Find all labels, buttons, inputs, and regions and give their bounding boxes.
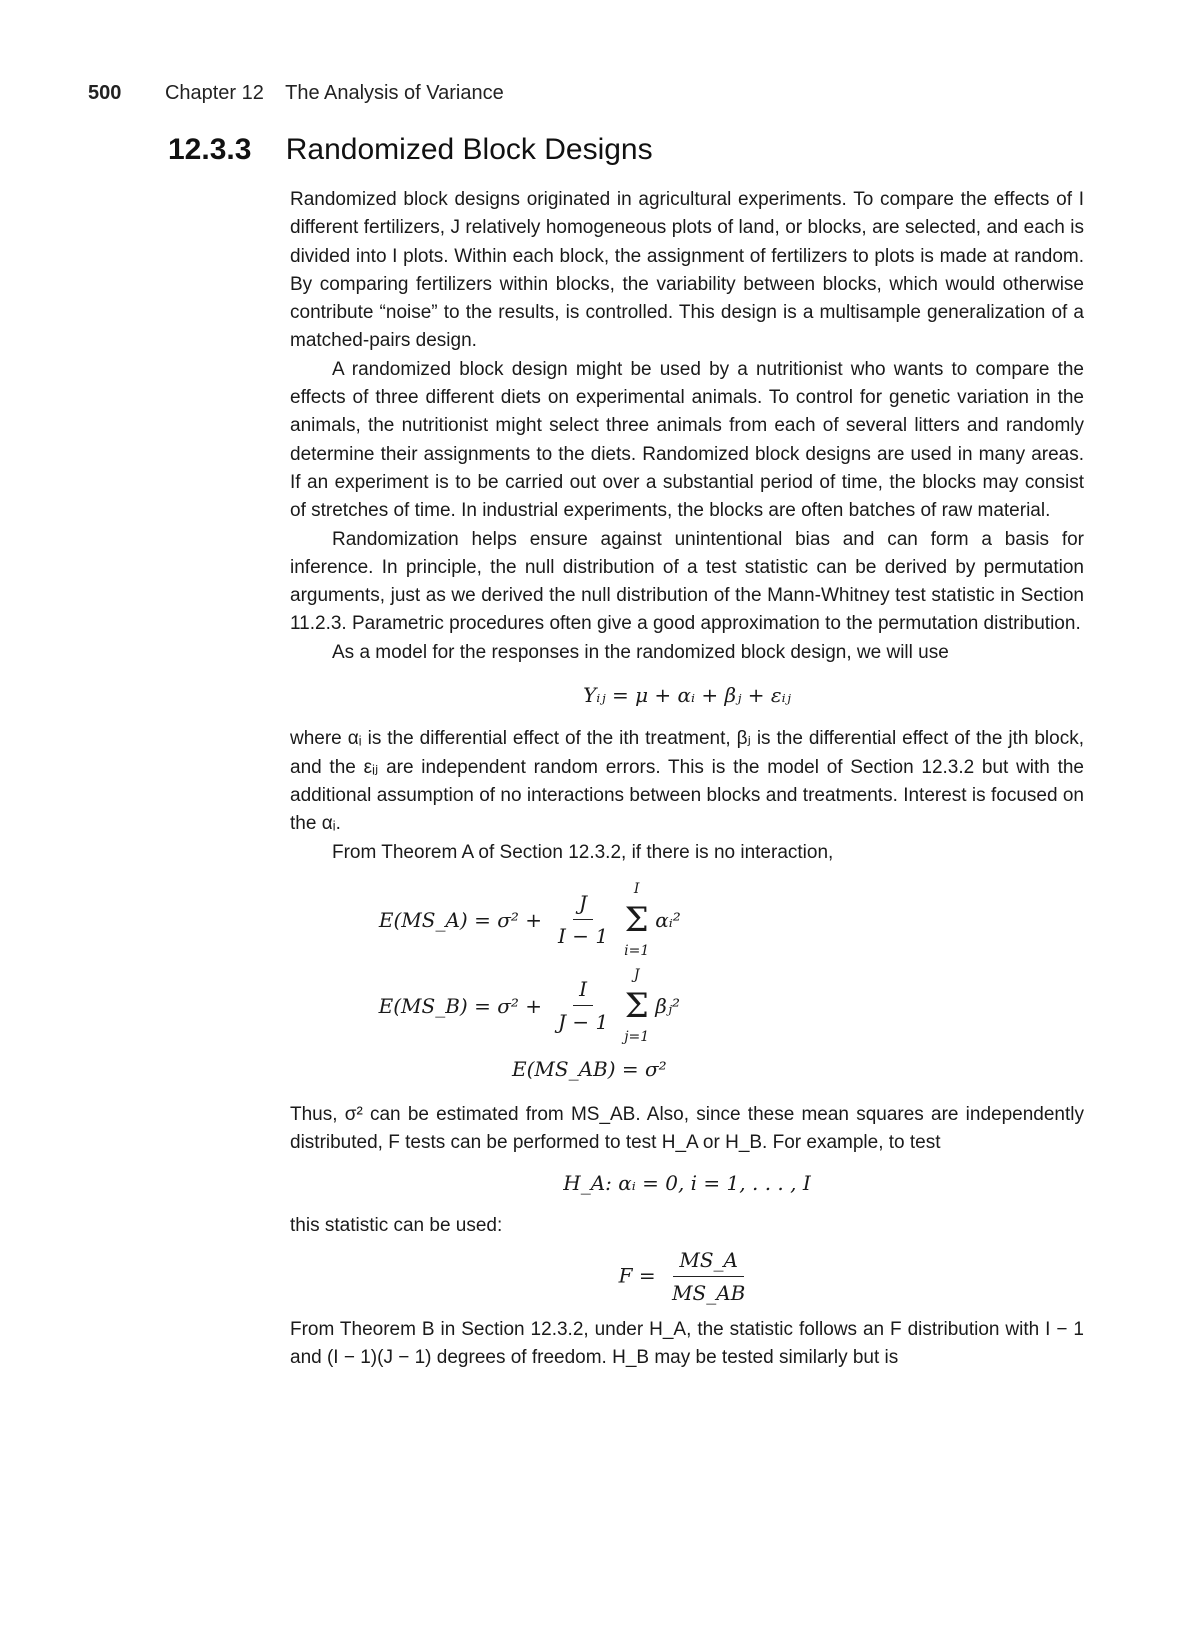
section-number: 12.3.3 bbox=[168, 133, 252, 166]
ems-a-term: αᵢ² bbox=[655, 907, 681, 932]
ems-b-fraction bbox=[552, 975, 614, 1037]
summation-icon: J Σ j=1 bbox=[624, 961, 649, 1052]
hypothesis-equation: H_A: αᵢ = 0, i = 1, . . . , I bbox=[563, 1171, 811, 1196]
paragraph: Randomized block designs originated in agricultural experiments. To compare the effects of I different fertilizers, J relatively homogeneous plots of land, or blocks, are selected, and each is divided into I plots. Within each block, the assignment of fertilizers to plots is made at random. By comparing fertilizers within blocks, the variability between blocks, which would otherwise contribute “noise” to the results, is controlled. This design is a multisample generalization of a matched-pairs design. bbox=[290, 189, 1084, 352]
ems-b-numerator: I bbox=[573, 975, 593, 1006]
ems-a-equation bbox=[290, 877, 1084, 963]
chapter-title: The Analysis of Variance bbox=[285, 82, 504, 104]
ems-ab: E(MS_AB) = σ² bbox=[512, 1056, 667, 1081]
sum-lower-limit: i=1 bbox=[624, 942, 650, 959]
f-denominator: MS_AB bbox=[672, 1281, 746, 1306]
ems-b-denominator: J − 1 bbox=[558, 1010, 609, 1035]
section-title: Randomized Block Designs bbox=[285, 133, 653, 166]
ems-a-numerator: J bbox=[573, 889, 593, 920]
chapter-label: Chapter 12 bbox=[164, 82, 264, 104]
ems-a-denominator: I − 1 bbox=[558, 924, 609, 949]
ems-ab-equation bbox=[290, 1049, 1084, 1089]
paragraph: this statistic can be used: bbox=[290, 1214, 503, 1236]
expected-mean-squares bbox=[290, 877, 1084, 1089]
paragraph: From Theorem A of Section 12.3.2, if there is no interaction, bbox=[332, 841, 834, 863]
paragraph: As a model for the responses in the randomized block design, we will use bbox=[332, 641, 949, 663]
paragraph: Randomization helps ensure against unintentional bias and can form a basis for inference. In principle, the null distribution of a test statistic can be derived by permutation arguments, just as we derived the null distribution of the Mann-Whitney test statistic in Section 11.2.3. Parametric procedures often give a good approximation to the permutation distribution. bbox=[290, 528, 1084, 635]
sum-upper-limit: J bbox=[633, 966, 640, 983]
ems-b-lhs: E(MS_B) = σ² + bbox=[378, 993, 542, 1018]
sum-lower-limit: j=1 bbox=[624, 1028, 650, 1045]
page-number: 500 bbox=[88, 82, 122, 104]
paragraph: A randomized block design might be used by a nutritionist who wants to compare the effects of three different diets on experimental animals. To control for genetic variation in the animals, the nutritionist might select three animals from each of several litters and randomly determine their assignments to the diets. Randomized block designs are used in many areas. If an experiment is to be carried out over a substantial period of time, the blocks may consist of stretches of time. In industrial experiments, the blocks are often batches of raw material. bbox=[290, 358, 1084, 522]
f-fraction bbox=[666, 1246, 751, 1308]
paragraph: Thus, σ² can be estimated from MS_AB. Also, since these mean squares are independently distributed, F tests can be performed to test H_A or H_B. For example, to test bbox=[290, 1103, 1084, 1154]
f-lhs: F = bbox=[618, 1263, 656, 1288]
f-statistic-equation bbox=[290, 1246, 1084, 1308]
ems-a-fraction bbox=[552, 889, 614, 951]
running-head bbox=[88, 82, 504, 105]
model-equation: Yᵢⱼ = μ + αᵢ + βⱼ + εᵢⱼ bbox=[583, 683, 791, 708]
paragraph: where αᵢ is the differential effect of the ith treatment, βⱼ is the differential effect of the jth block, and the εᵢⱼ are independent random errors. This is the model of Section 12.3.2 but with the additional assumption of no interactions between blocks and treatments. Interest is focused on the αᵢ. bbox=[290, 728, 1084, 835]
ems-a-lhs: E(MS_A) = σ² + bbox=[378, 907, 542, 932]
ems-b-equation bbox=[290, 963, 1084, 1049]
section-heading bbox=[168, 133, 653, 167]
summation-icon: I Σ i=1 bbox=[624, 875, 649, 966]
ems-b-term: βⱼ² bbox=[655, 993, 681, 1018]
body-text bbox=[290, 186, 1084, 1372]
sum-upper-limit: I bbox=[633, 880, 640, 897]
paragraph: From Theorem B in Section 12.3.2, under H_A, the statistic follows an F distribution with I − 1 and (I − 1)(J − 1) degrees of freedom. H_B may be tested similarly but is bbox=[290, 1318, 1084, 1368]
f-numerator: MS_A bbox=[673, 1246, 744, 1277]
